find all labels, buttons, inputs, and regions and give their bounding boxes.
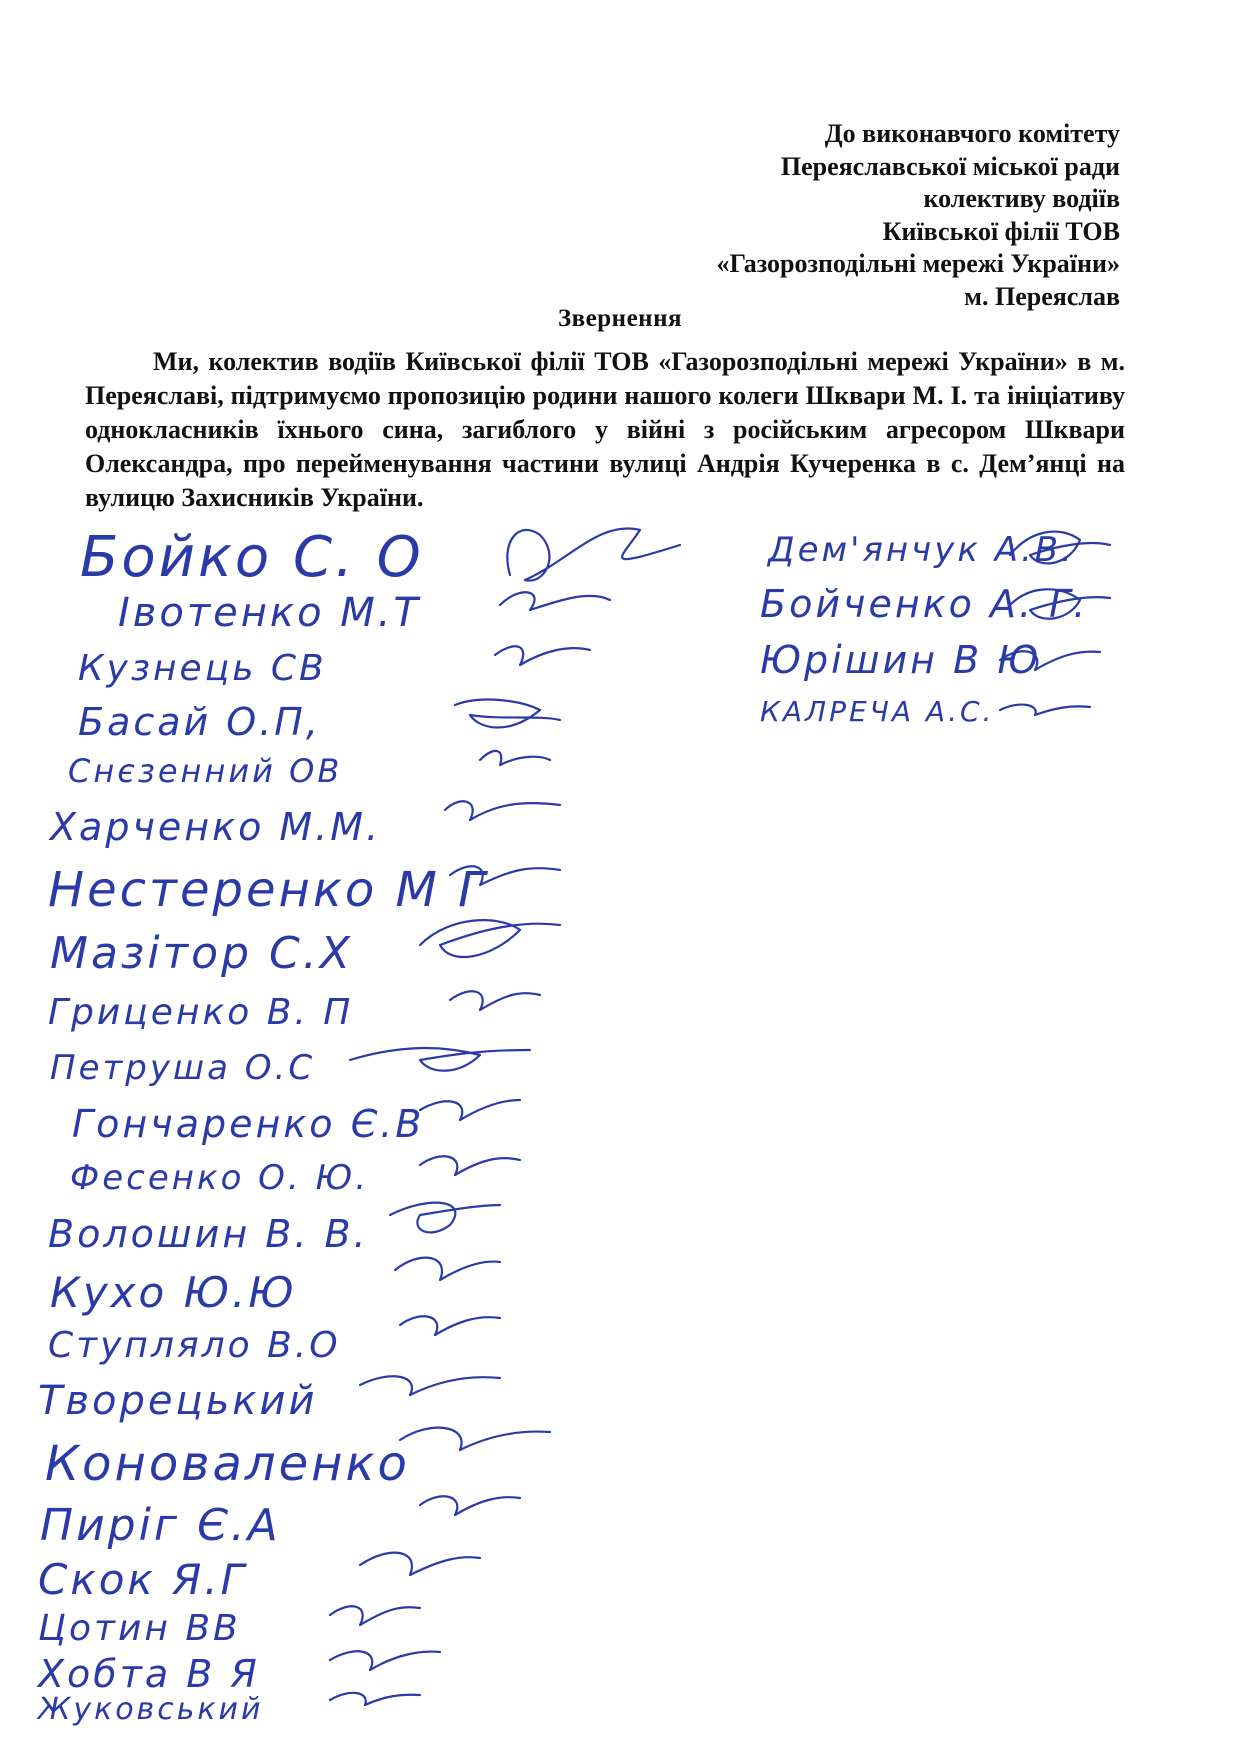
signatory-name: Волошин В. В. — [48, 1212, 369, 1256]
signatory-name: Бойко С. О — [80, 525, 424, 590]
signatory-name: Ступляло В.О — [48, 1325, 341, 1366]
addressee-line: Переяславської міської ради — [780, 151, 1120, 181]
addressee-line: м. Переяслав — [964, 281, 1120, 311]
signatory-name: Кузнець СВ — [78, 648, 327, 689]
document-title: Звернення — [557, 305, 683, 332]
signatory-name: Жуковський — [38, 1692, 264, 1727]
signatory-name: Бойченко А. Г. — [760, 582, 1089, 626]
signatory-name: Пиріг Є.А — [40, 1500, 281, 1551]
signatory-name: КАЛРЕЧА А.С. — [760, 695, 995, 728]
signatory-name: Хобта В Я — [38, 1652, 260, 1696]
signatory-name: Басай О.П, — [78, 700, 321, 744]
signatory-name: Творецький — [38, 1378, 318, 1424]
signatory-name: Коноваленко — [45, 1436, 410, 1492]
signatory-name: Цотин ВВ — [38, 1608, 241, 1649]
addressee-line: До виконавчого комітету — [824, 119, 1120, 148]
addressee-line: Київської філії ТОВ — [882, 216, 1120, 246]
signatory-name: Юрішин В Ю — [760, 638, 1042, 682]
signatory-name: Дем'янчук А.В. — [768, 530, 1075, 570]
signatory-name: Мазітор С.Х — [50, 928, 353, 979]
signatory-name: Гриценко В. П — [48, 992, 354, 1033]
addressee-line: колективу водіїв — [923, 184, 1120, 213]
signatory-name: Снєзенний ОВ — [68, 752, 343, 790]
signatory-name: Харченко М.М. — [50, 805, 382, 849]
signatory-name: Кухо Ю.Ю — [50, 1268, 297, 1317]
document-body: Ми, колектив водіїв Київської філії ТОВ «Газорозподільні мережі України» в м. Переяславі, підтримуємо пропозицію родини нашого колеги Шквари М. І. та ініціативу однокласників їхнього сина, загиблого у війні з російським агресором Шквари Олександра, про перейменування частини вулиці Андрія Кучеренка в с. Дем’янці на вулицю Захисників України. — [85, 347, 1125, 512]
signatory-name: Гончаренко Є.В — [72, 1102, 425, 1146]
signatory-name: Скок Я.Г — [38, 1555, 248, 1604]
addressee-line: «Газорозподільні мережі України» — [716, 249, 1120, 278]
signatory-name: Нестеренко М Г — [48, 862, 488, 918]
signatory-name: Івотенко М.Т — [118, 590, 421, 636]
signatory-name: Петруша О.С — [50, 1048, 316, 1088]
signatory-name: Фесенко О. Ю. — [70, 1158, 370, 1198]
